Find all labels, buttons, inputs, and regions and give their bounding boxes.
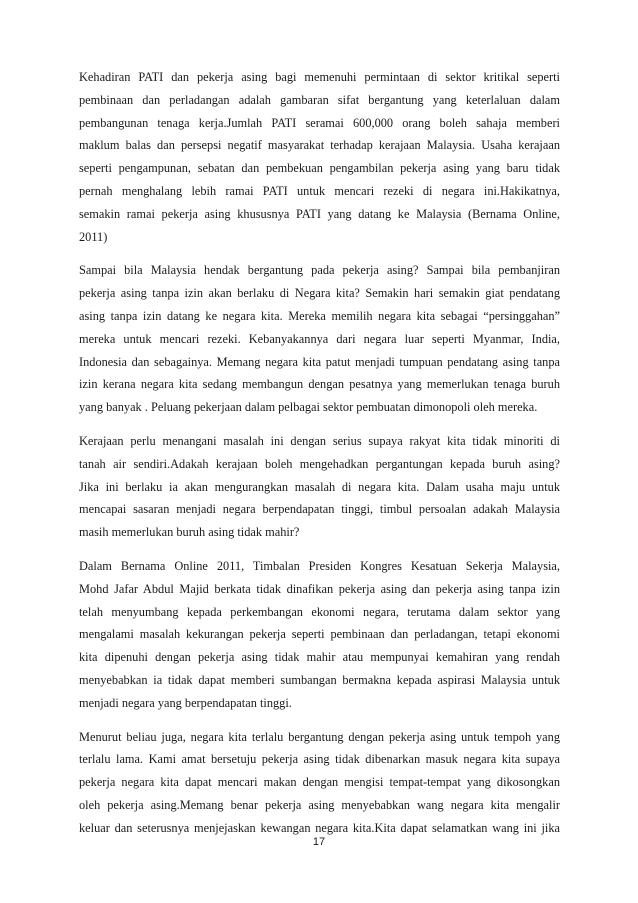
text-line: mereka untuk mencari rezeki. Kebanyakannya dari negara luar seperti Myanmar, India,	[79, 331, 560, 346]
text-line: menjadi negara yang berpendapatan tinggi.	[79, 695, 292, 710]
text-line: Dalam Bernama Online 2011, Timbalan Presiden Kongres Kesatuan Sekerja Malaysia,	[79, 558, 560, 573]
text-line: pernah menghalang lebih ramai PATI untuk mencari rezeki di negara ini.Hakikatnya,	[79, 183, 560, 198]
text-line: oleh pekerja asing.Memang benar pekerja asing menyebabkan wang negara kita mengalir	[79, 797, 560, 812]
paragraph-4	[79, 555, 560, 715]
body-text	[79, 66, 560, 854]
text-line: pekerja negara kita dapat mencari makan dengan mengisi tempat-tempat yang dikosongkan	[79, 775, 560, 790]
text-line: masih memerlukan buruh asing tidak mahir?	[79, 525, 300, 540]
text-line: keluar dan seterusnya menjejaskan kewangan negara kita.Kita dapat selamatkan wang ini jika	[79, 820, 560, 835]
text-line: telah menyumbang kepada perkembangan ekonomi negara, terutama dalam sektor yang	[79, 604, 560, 619]
text-line: pembangunan tenaga kerja.Jumlah PATI seramai 600,000 orang boleh sahaja memberi	[79, 115, 560, 130]
text-line: mencapai sasaran menjadi negara berpendapatan tinggi, timbul persoalan adakah Malaysia	[79, 502, 560, 517]
text-line: yang banyak . Peluang pekerjaan dalam pelbagai sektor pembuatan dimonopoli oleh mereka.	[79, 400, 538, 415]
paragraph-3	[79, 430, 560, 544]
text-line: semakin ramai pekerja asing khususnya PATI yang datang ke Malaysia (Bernama Online,	[79, 206, 560, 221]
text-line: menyebabkan ia tidak dapat memberi sumbangan bermakna kepada aspirasi Malaysia untuk	[79, 672, 560, 687]
text-line: kita dipenuhi dengan pekerja asing tidak mahir atau mempunyai kemahiran yang rendah	[79, 650, 560, 665]
text-line: pekerja asing tanpa izin akan berlaku di Negara kita? Semakin hari semakin giat pendatang	[79, 286, 560, 301]
text-line: Jika ini berlaku ia akan mengurangkan masalah di negara kita. Dalam usaha maju untuk	[79, 479, 560, 494]
text-line: 2011)	[79, 229, 108, 244]
text-line: terlalu lama. Kami amat bersetuju pekerja asing tidak dibenarkan masuk negara kita supaya	[79, 752, 560, 767]
text-line: maklum balas dan persepsi negatif masyarakat terhadap kerajaan Malaysia. Usaha kerajaan	[79, 138, 560, 153]
text-line: asing tanpa izin datang ke negara kita. Mereka memilih negara kita sebagai “persinggahan”	[79, 308, 560, 323]
text-line: mengalami masalah kekurangan pekerja seperti pembinaan dan perladangan, tetapi ekonomi	[79, 627, 560, 642]
text-line: pembinaan dan perladangan adalah gambaran sifat bergantung yang keterlaluan dalam	[79, 92, 560, 107]
paragraph-1	[79, 66, 560, 248]
text-line: Kehadiran PATI dan pekerja asing bagi memenuhi permintaan di sektor kritikal seperti	[79, 70, 560, 84]
paragraph-5	[79, 726, 560, 840]
text-line: tanah air sendiri.Adakah kerajaan boleh mengehadkan pergantungan kepada buruh asing?	[79, 456, 560, 471]
text-line: Sampai bila Malaysia hendak bergantung pada pekerja asing? Sampai bila pembanjiran	[79, 263, 560, 278]
text-line: Kerajaan perlu menangani masalah ini dengan serius supaya rakyat kita tidak minoriti di	[79, 433, 560, 448]
page-number: 17	[312, 836, 326, 848]
text-line: izin kerana negara kita sedang membangun dengan pesatnya yang memerlukan tenaga buruh	[79, 377, 560, 392]
text-line: Mohd Jafar Abdul Majid berkata tidak dinafikan pekerja asing dan pekerja asing tanpa izin	[79, 581, 560, 596]
text-line: seperti pengampunan, sebatan dan pembekuan pengambilan pekerja asing yang baru tidak	[79, 161, 560, 176]
text-line: Menurut beliau juga, negara kita terlalu bergantung dengan pekerja asing untuk tempoh yang	[79, 729, 560, 744]
text-line: Indonesia dan sebagainya. Memang negara kita patut menjadi tumpuan pendatang asing tanpa	[79, 354, 560, 369]
paragraph-2	[79, 259, 560, 419]
